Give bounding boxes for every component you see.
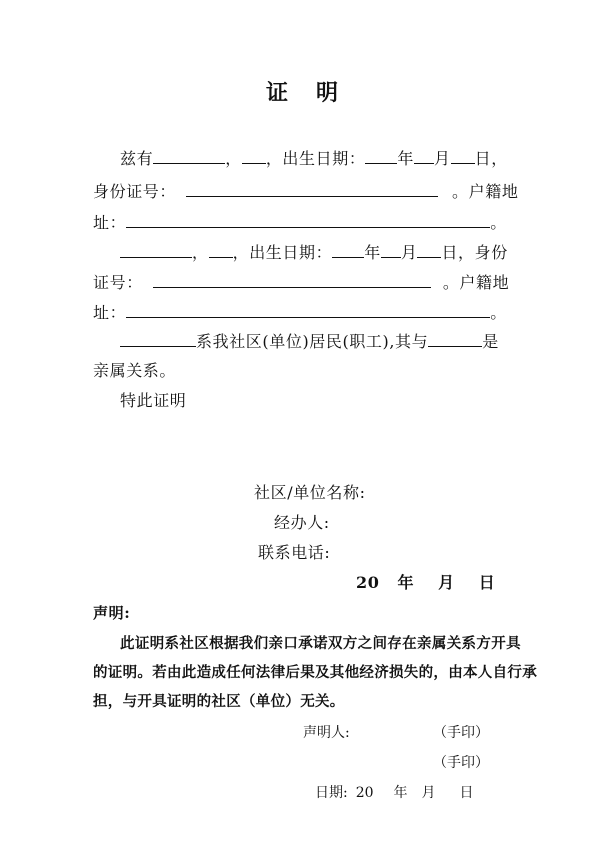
phone-label: 联系电话: bbox=[258, 543, 331, 562]
relation-text: 系我社区(单位)居民(职工),其与 bbox=[196, 332, 429, 351]
year-char: 年 bbox=[397, 573, 415, 592]
month-char: 月 bbox=[421, 785, 436, 801]
para1-line2 bbox=[93, 179, 518, 202]
declaration-line-2: 的证明。若由此造成任何法律后果及其他经济损失的，由本人自行承 bbox=[93, 664, 537, 681]
gender-blank-1[interactable] bbox=[242, 148, 266, 164]
address-label-1: 址： bbox=[93, 213, 127, 232]
month-blank-1[interactable] bbox=[414, 148, 434, 164]
para3-line2: 亲属关系。 bbox=[93, 361, 177, 380]
relation-blank[interactable] bbox=[428, 331, 482, 347]
id-number-blank-2[interactable] bbox=[153, 272, 431, 288]
comma: ， bbox=[192, 243, 209, 262]
day-blank-1[interactable] bbox=[451, 148, 475, 164]
birthdate-label-2: ，出生日期： bbox=[232, 243, 333, 262]
para3-line1 bbox=[120, 329, 499, 352]
id-number-label-2: 证号： bbox=[93, 273, 143, 292]
fingerprint-seal-2: （手印） bbox=[433, 755, 489, 771]
para2-line1 bbox=[120, 240, 508, 263]
declarant-label: 声明人: bbox=[303, 725, 350, 741]
title-char-2: 明 bbox=[316, 80, 341, 106]
year-prefix: 20 bbox=[355, 785, 374, 801]
declaration-line-3: 担，与开具证明的社区（单位）无关。 bbox=[93, 693, 345, 710]
fingerprint-seal-1: （手印） bbox=[433, 725, 489, 741]
name-blank-1[interactable] bbox=[153, 148, 225, 164]
comma: ， bbox=[225, 149, 242, 168]
gender-blank-2[interactable] bbox=[209, 242, 233, 258]
day-char: 日 bbox=[459, 785, 474, 801]
signature-date bbox=[356, 570, 495, 593]
declaration-line-1: 此证明系社区根据我们亲口承诺双方之间存在亲属关系方开具 bbox=[120, 635, 521, 652]
para1-line3 bbox=[93, 210, 507, 233]
closing-statement: 特此证明 bbox=[120, 391, 187, 410]
id-label-start-2: 日，身份 bbox=[441, 243, 508, 262]
is-char: 是 bbox=[482, 332, 499, 351]
handler-label: 经办人: bbox=[274, 513, 330, 532]
year-blank-2[interactable] bbox=[332, 242, 364, 258]
day-char: 日， bbox=[474, 149, 508, 168]
month-char: 月 bbox=[438, 573, 455, 592]
year-char: 年 bbox=[393, 785, 408, 801]
month-char: 月 bbox=[400, 243, 418, 262]
period: 。 bbox=[490, 213, 507, 232]
month-blank-2[interactable] bbox=[381, 242, 401, 258]
id-number-blank-1[interactable] bbox=[186, 181, 438, 197]
day-blank-2[interactable] bbox=[417, 242, 441, 258]
para1-line1 bbox=[120, 146, 508, 169]
title-char-1: 证 bbox=[266, 80, 291, 106]
declaration-heading: 声明: bbox=[93, 604, 131, 622]
year-char: 年 bbox=[397, 149, 415, 168]
name-blank-2[interactable] bbox=[120, 242, 192, 258]
declaration-date bbox=[315, 782, 474, 802]
year-prefix: 20 bbox=[356, 573, 380, 592]
address-label-2: 址： bbox=[93, 303, 127, 322]
para2-line2 bbox=[93, 270, 509, 293]
address-blank-1[interactable] bbox=[126, 212, 490, 228]
year-char: 年 bbox=[364, 243, 381, 262]
relative-name-blank[interactable] bbox=[120, 331, 196, 347]
period: 。 bbox=[490, 303, 507, 322]
year-blank-1[interactable] bbox=[365, 148, 397, 164]
birthdate-label-1: ，出生日期： bbox=[265, 149, 366, 168]
org-name-label: 社区/单位名称: bbox=[254, 483, 366, 502]
intro-text: 兹有 bbox=[120, 149, 154, 168]
id-number-label-1: 身份证号： bbox=[93, 182, 177, 201]
para2-line3 bbox=[93, 300, 507, 323]
document-title bbox=[266, 76, 340, 107]
date-label: 日期: bbox=[315, 785, 348, 801]
month-char: 月 bbox=[434, 149, 451, 168]
household-label-1: 。户籍地 bbox=[452, 182, 519, 201]
day-char: 日 bbox=[478, 573, 496, 592]
household-label-2: 。户籍地 bbox=[442, 273, 510, 292]
address-blank-2[interactable] bbox=[126, 302, 490, 318]
